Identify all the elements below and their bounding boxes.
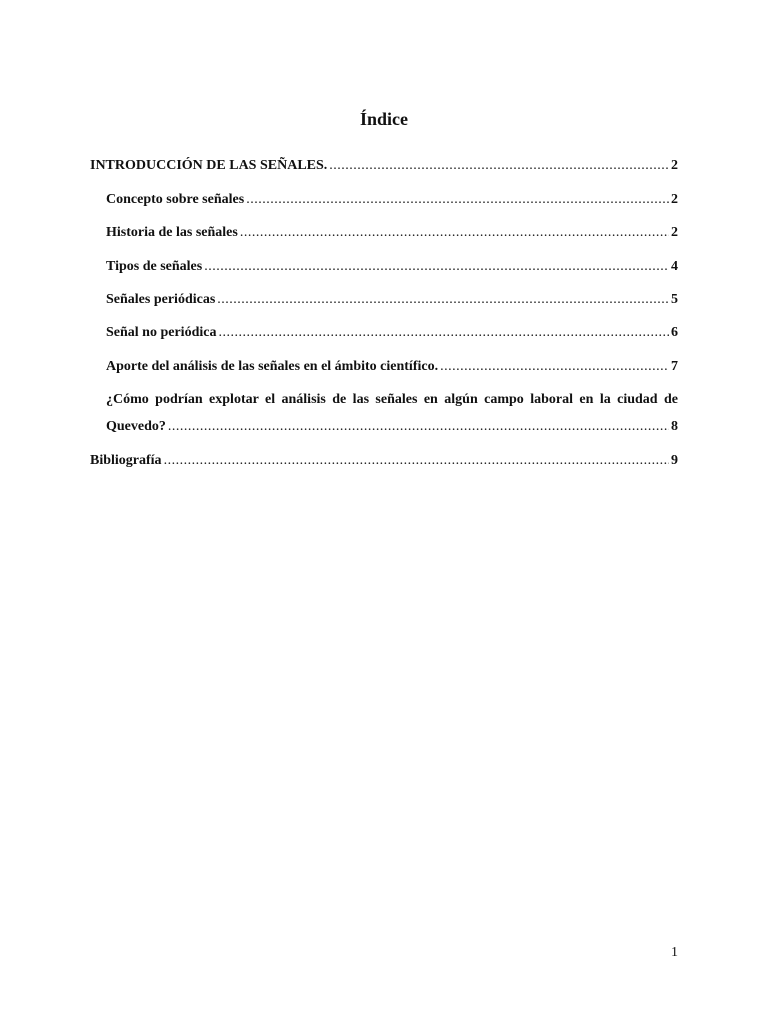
toc-entry-no-periodica[interactable] — [106, 324, 678, 342]
toc-entry-page: 9 — [671, 453, 678, 468]
toc-entry-page: 7 — [671, 359, 678, 374]
toc-entry-bibliografia[interactable] — [90, 452, 678, 470]
toc-entry-label: Bibliografía — [90, 453, 162, 468]
toc-entry-historia[interactable] — [106, 224, 678, 242]
toc-entry-label: Aporte del análisis de las señales en el ámbito científico. — [106, 359, 439, 374]
toc-dot-leader — [246, 191, 669, 209]
page-number: 1 — [671, 945, 678, 960]
toc-entry-page: 4 — [671, 259, 678, 274]
toc-dot-leader — [217, 291, 669, 309]
toc-entry-label: Señal no periódica — [106, 325, 217, 340]
toc-entry-aporte[interactable] — [106, 358, 678, 376]
toc-entry-label: Historia de las señales — [106, 225, 238, 240]
toc-entry-introduccion[interactable] — [90, 157, 678, 175]
toc-entry-label: Señales periódicas — [106, 292, 216, 307]
toc-entry-page: 6 — [671, 325, 678, 340]
toc-dot-leader — [440, 358, 669, 376]
toc-entry-page: 8 — [671, 419, 678, 434]
toc-entry-quevedo[interactable] — [106, 418, 678, 436]
toc-entry-page: 2 — [671, 158, 678, 173]
toc-dot-leader — [164, 452, 669, 470]
toc-entry-page: 2 — [671, 225, 678, 240]
toc-entry-label: Concepto sobre señales — [106, 192, 245, 207]
toc-entry-page: 5 — [671, 292, 678, 307]
page-title: Índice — [359, 109, 408, 129]
toc-dot-leader — [240, 224, 669, 242]
toc-entry-label: Tipos de señales — [106, 259, 203, 274]
toc-entry-label: Quevedo? — [106, 419, 166, 434]
toc-dot-leader — [204, 258, 669, 276]
toc-dot-leader — [218, 324, 669, 342]
toc-entry-tipos[interactable] — [106, 258, 678, 276]
toc-entry-periodicas[interactable] — [106, 291, 678, 309]
toc-entry-label: INTRODUCCIÓN DE LAS SEÑALES. — [90, 158, 328, 173]
toc-entry-quevedo-line1[interactable]: ¿Cómo podrían explotar el análisis de las señales en algún campo laboral en la ciudad de — [106, 392, 678, 407]
toc-dot-leader — [329, 157, 669, 175]
toc-entry-concepto[interactable] — [106, 191, 678, 209]
toc-entry-page: 2 — [671, 192, 678, 207]
toc-dot-leader — [168, 418, 669, 436]
